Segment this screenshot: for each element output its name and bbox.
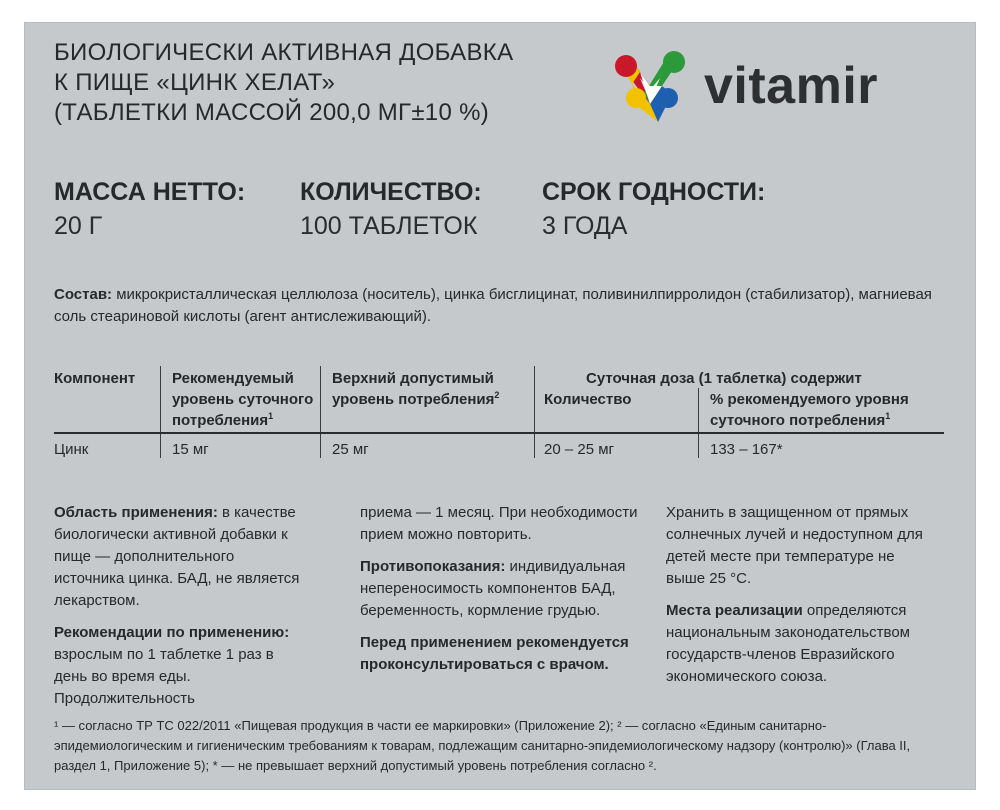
application-area: Область применения: в качестве биологически активной добавки к пище — дополнительного источника цинка. БАД, не является лекарством.	[54, 504, 300, 609]
table-divider	[320, 366, 321, 458]
storage-conditions: Хранить в защищенном от прямых солнечных лучей и недоступном для детей месте при температуре не выше 25 °С.	[666, 504, 923, 587]
row-quantity: 20 – 25 мг	[544, 441, 614, 458]
consult-doctor: Перед применением рекомендуется проконсультироваться с врачом.	[360, 634, 629, 673]
product-title	[54, 38, 513, 128]
info-column-3	[666, 502, 926, 698]
info-column-1	[54, 502, 304, 720]
row-upper-limit: 25 мг	[332, 441, 369, 458]
composition-text: микрокристаллическая целлюлоза (носитель), цинка бисглицинат, поливинилпирролидон (стабилизатор), магниевая соль стеариновой кислоты (агент антислеживающий).	[54, 286, 932, 325]
net-weight-label: МАССА НЕТТО:	[54, 178, 246, 206]
footnotes: ¹ — согласно ТР ТС 022/2011 «Пищевая продукция в части ее маркировки» (Приложение 2); ² — согласно «Единым санитарно-эпидемиологическим и гигиеническим требованиям к товарам, подлежащим санитарно-эпидемиологическому надзору (контролю)» (Глава II, раздел 1, Приложение 5); * — не превышает верхний допустимый уровень потребления согласно ².	[54, 718, 911, 773]
composition-label: Состав:	[54, 286, 113, 303]
table-header-rule	[54, 432, 944, 434]
vitamir-logo-icon	[610, 44, 690, 126]
table-divider	[534, 366, 535, 458]
row-recommended: 15 мг	[172, 441, 209, 458]
info-column-2	[360, 502, 640, 686]
quantity-label: КОЛИЧЕСТВО:	[300, 178, 482, 206]
contraindications: Противопоказания: индивидуальная непереносимость компонентов БАД, беременность, кормление грудью.	[360, 558, 626, 619]
title-line-3: (ТАБЛЕТКИ МАССОЙ 200,0 МГ±10 %)	[54, 99, 490, 126]
row-percent: 133 – 167*	[710, 441, 783, 458]
header-recommended: Рекомендуемый уровень суточного потребления$^1$	[172, 370, 314, 429]
net-weight-value: 20 Г	[54, 212, 103, 240]
title-line-1: БИОЛОГИЧЕСКИ АКТИВНАЯ ДОБАВКА	[54, 39, 514, 66]
shelf-life-label: СРОК ГОДНОСТИ:	[542, 178, 766, 206]
header-quantity: Количество	[544, 391, 632, 408]
table-divider	[160, 366, 161, 458]
header-component: Компонент	[54, 370, 136, 387]
row-component: Цинк	[54, 441, 89, 458]
usage-recommendations: Рекомендации по применению: взрослым по 1 таблетке 1 раз в день во время еды. Продолжительность	[54, 624, 290, 707]
nutrition-table	[54, 366, 944, 466]
brand-name: vitamir	[704, 57, 879, 115]
shelf-life-value: 3 ГОДА	[542, 212, 628, 240]
header-percent: % рекомендуемого уровня суточного потребления$^1$	[710, 391, 909, 429]
header-daily-dose: Суточная доза (1 таблетка) содержит	[586, 370, 862, 387]
title-line-2: К ПИЩЕ «ЦИНК ХЕЛАТ»	[54, 69, 336, 96]
usage-continuation: приема — 1 месяц. При необходимости прием можно повторить.	[360, 504, 638, 543]
quantity-value: 100 ТАБЛЕТОК	[300, 212, 478, 240]
header-upper-limit: Верхний допустимый уровень потребления$^2$	[332, 370, 500, 408]
table-divider	[698, 388, 699, 458]
composition	[54, 284, 934, 328]
sale-places: Места реализации определяются национальным законодательством государств-членов Евразийского экономического союза.	[666, 602, 910, 685]
package-label-panel	[24, 22, 976, 790]
